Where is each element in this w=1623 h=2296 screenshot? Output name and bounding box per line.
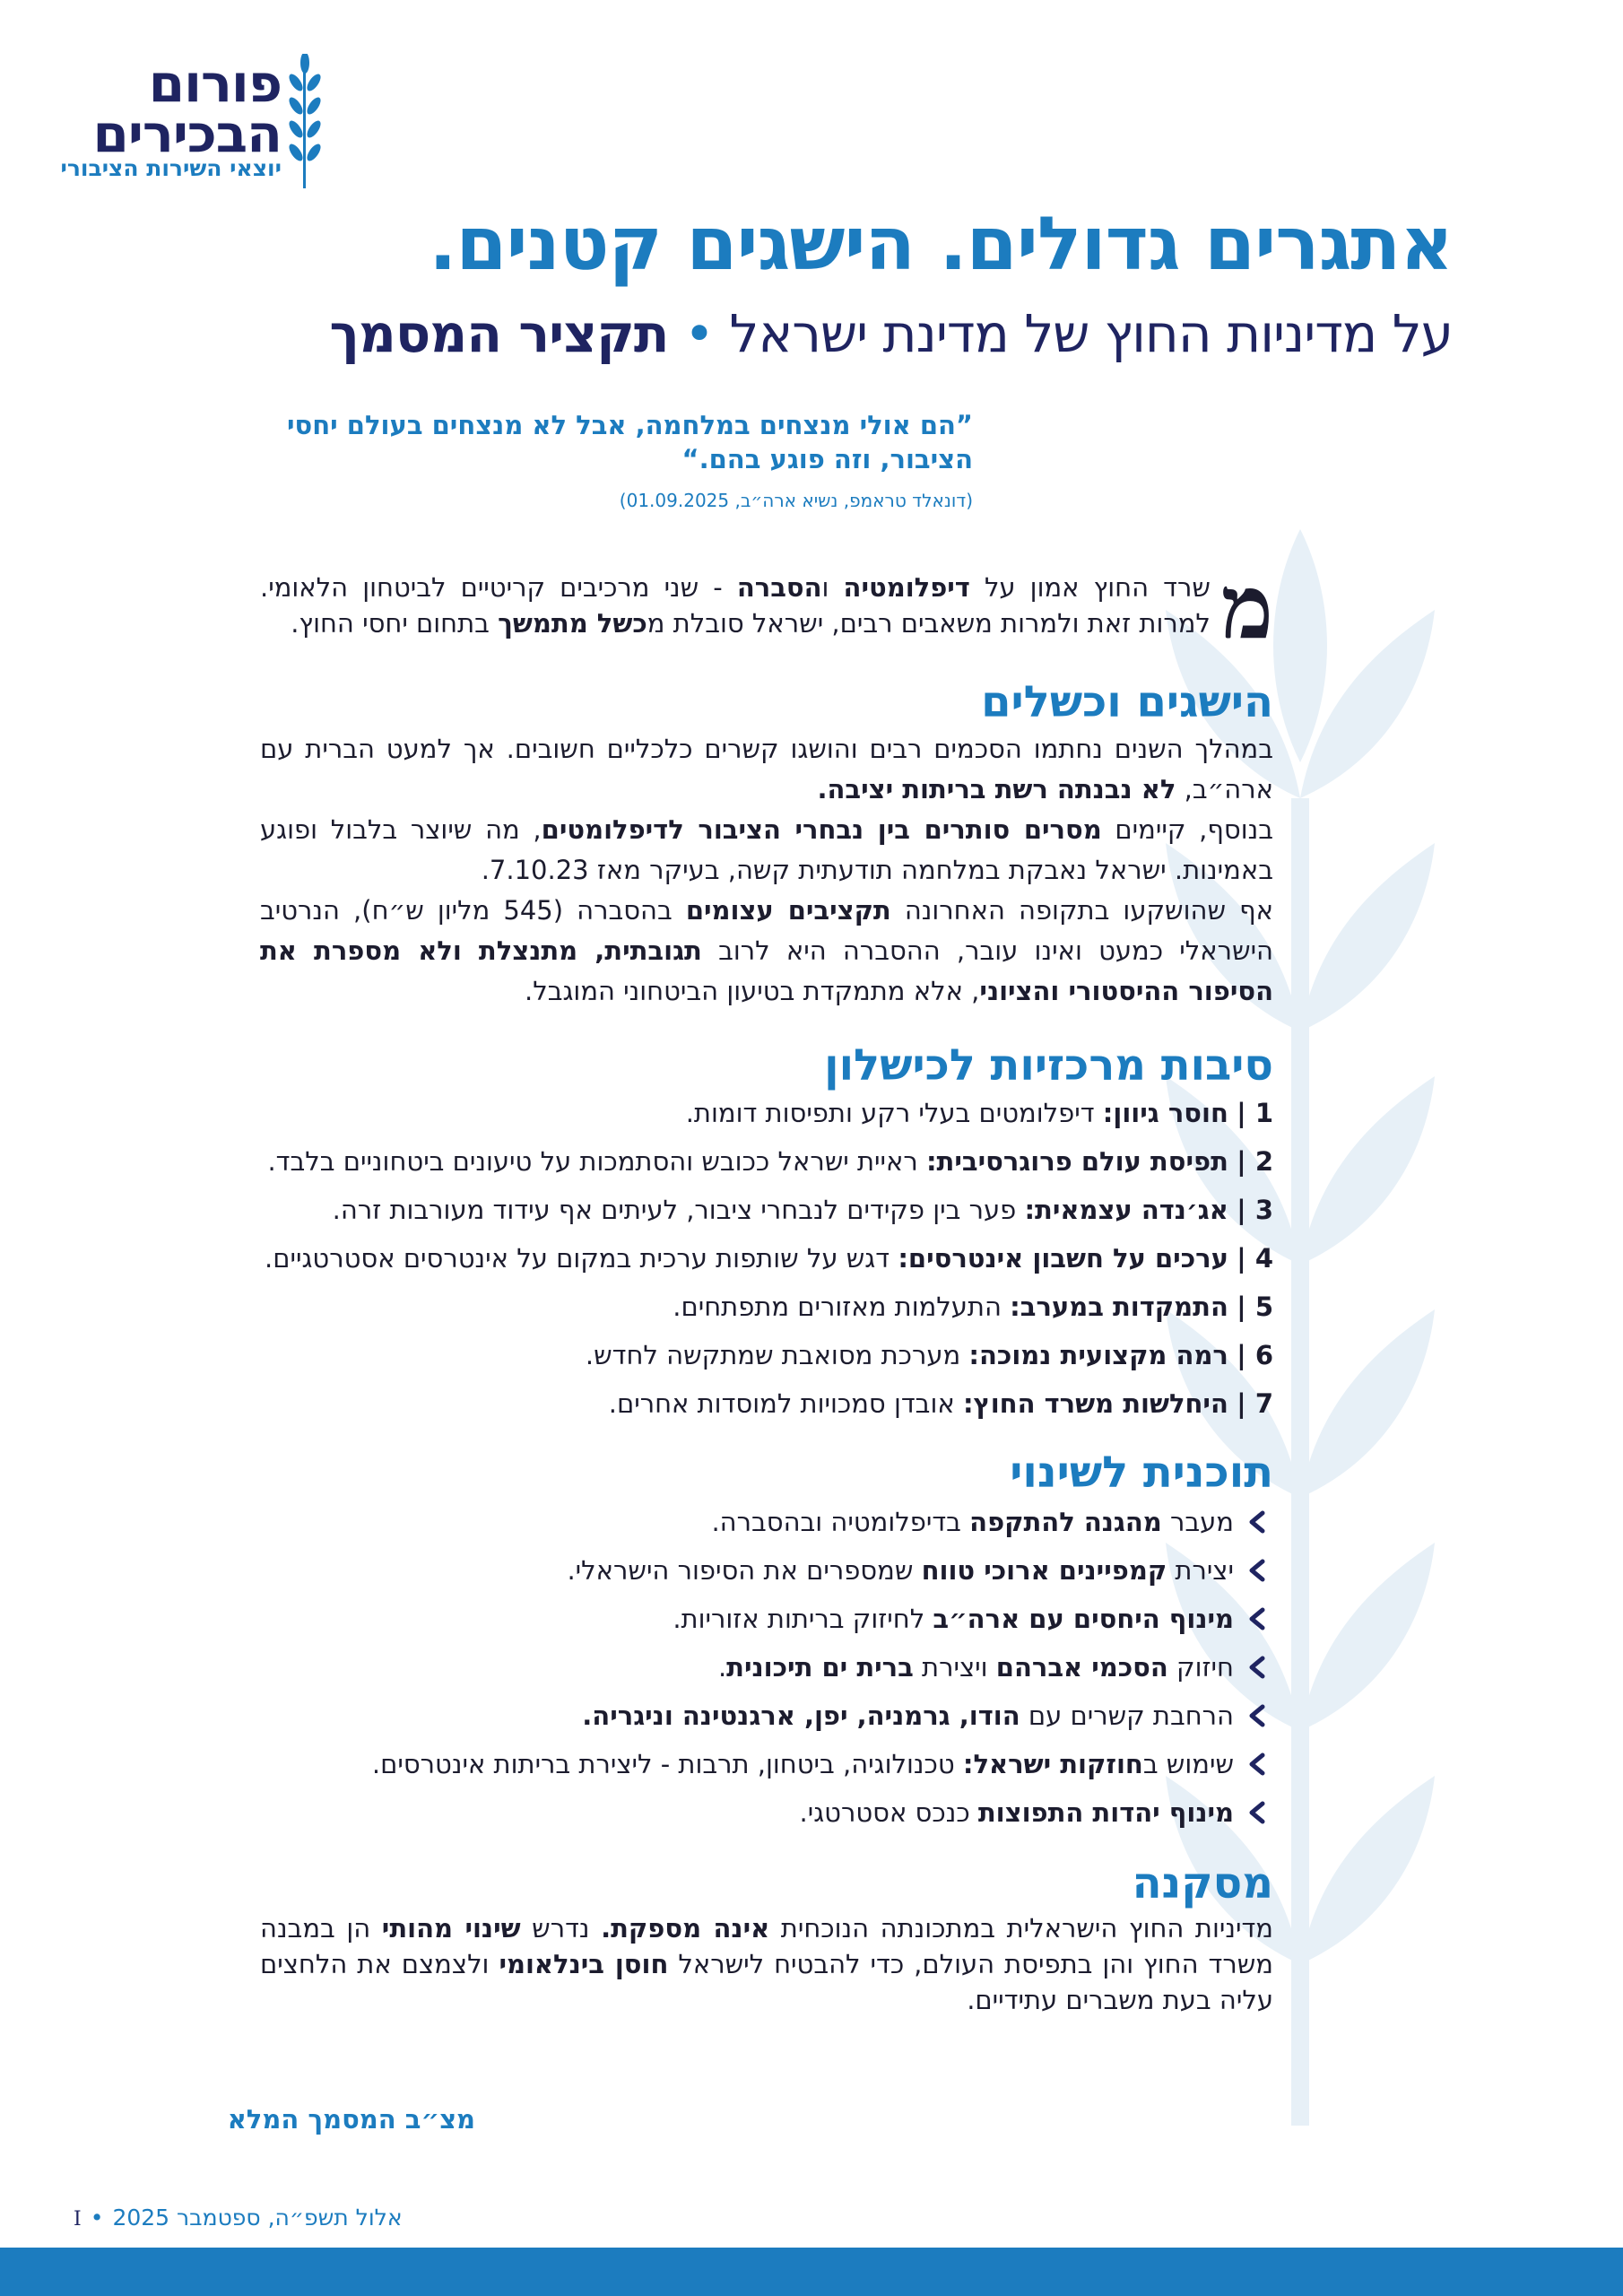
reason-item <box>260 1290 1273 1324</box>
reason-bold: ערכים על חשבון אינטרסים: <box>898 1243 1228 1274</box>
para-bold: תקציבים עצומים <box>685 895 891 926</box>
reason-number: 7 | <box>1237 1388 1273 1419</box>
para-text: אף שהושקעו בתקופה האחרונה <box>890 895 1273 926</box>
intro-bold: דיפלומטיה <box>843 572 970 603</box>
achievements-paragraph-1 <box>260 729 1273 810</box>
logo-line-3: יוצאי השירות הציבורי <box>60 155 282 181</box>
para-text: ולצמצם את הלחצים עליה בעת משברים עתידיים. <box>260 1949 1273 2015</box>
reason-number: 4 | <box>1237 1243 1273 1274</box>
full-document-link[interactable]: מצ״ב המסמך המלא <box>227 2104 475 2135</box>
para-bold: תגובתית, מתנצלת ולא מספרת את הסיפור ההיסטורי והציוני <box>260 935 1273 1006</box>
chevron-left-icon <box>1246 1607 1270 1631</box>
plan-text: יצירת <box>1167 1555 1234 1586</box>
para-bold: חוסן בינלאומי <box>499 1949 669 1979</box>
reason-number: 5 | <box>1237 1292 1273 1322</box>
plan-list <box>260 1505 1273 1830</box>
intro-text: בתחום יחסי החוץ. <box>291 608 499 639</box>
plan-bold: ברית ים תיכונית <box>726 1652 914 1683</box>
reason-bold: היחלשות משרד החוץ: <box>962 1388 1228 1419</box>
para-text: , אלא מתמקדת בטיעון הביטחוני המוגבל. <box>525 976 980 1006</box>
para-bold: שינוי מהותי <box>381 1913 521 1944</box>
chevron-left-icon <box>1246 1559 1270 1582</box>
plan-text: הרחבת קשרים עם <box>1020 1700 1234 1731</box>
quote-text: ”הם אולי מנצחים במלחמה, אבל לא מנצחים בעולם יחסי הציבור, וזה פוגע בהם.“ <box>287 410 973 474</box>
reason-item <box>260 1193 1273 1227</box>
intro-text: ו <box>821 572 844 603</box>
plan-text: . <box>717 1652 727 1683</box>
reason-bold: חוסר גיוון: <box>1102 1098 1228 1128</box>
logo-line-1: פורום <box>148 53 282 114</box>
reason-number: 2 | <box>1237 1146 1273 1177</box>
conclusion-paragraph <box>260 1910 1273 2018</box>
subtitle-bold: תקציר המסמך <box>329 303 669 364</box>
para-bold: מסרים סותרים בין נבחרי הציבור לדיפלומטים <box>541 814 1102 845</box>
footer <box>57 2203 403 2235</box>
drop-cap: מ <box>1220 556 1273 659</box>
intro-bold: הסברה <box>736 572 822 603</box>
para-text: הן במבנה משרד החוץ והן בתפיסת העולם, כדי להבטיח לישראל <box>260 1913 1273 1979</box>
reason-bold: התמקדות במערב: <box>1010 1292 1228 1322</box>
logo <box>60 53 323 188</box>
reason-bold: תפיסת עולם פרוגרסיבית: <box>925 1146 1228 1177</box>
plan-bold: קמפיינים ארוכי טווח <box>921 1555 1167 1586</box>
section-title-reasons: סיבות מרכזיות לכישלון <box>824 1040 1273 1091</box>
reason-text: דיפלומטים בעלי רקע ותפיסות דומות. <box>685 1098 1103 1128</box>
reason-item <box>260 1144 1273 1178</box>
reason-text: פער בין פקידים לנבחרי ציבור, לעיתים אף עידוד מעורבות זרה. <box>332 1195 1025 1225</box>
quote-source: (דונאלד טראמפ, נשיא ארה״ב, 01.09.2025) <box>619 490 973 511</box>
footer-bar <box>0 2248 1623 2296</box>
reason-text: ראיית ישראל ככובש והסתמכות על טיעונים ביטחוניים בלבד. <box>267 1146 926 1177</box>
section-title-plan: תוכנית לשינוי <box>1010 1448 1273 1498</box>
subtitle-dot: • <box>683 303 715 364</box>
reason-text: מערכת מסואבת שמתקשה לחדש. <box>585 1340 969 1370</box>
achievements-paragraph-3 <box>260 891 1273 1012</box>
section-title-conclusion: מסקנה <box>1132 1858 1273 1909</box>
para-bold: לא נבנתה רשת בריתות יציבה. <box>817 774 1176 804</box>
plan-item <box>260 1796 1273 1830</box>
plan-text: לחיזוק בריתות אזוריות. <box>673 1604 933 1634</box>
chevron-left-icon <box>1246 1510 1270 1534</box>
reason-text: דגש על שותפות ערכית במקום על אינטרסים אסטרטגיים. <box>265 1243 898 1274</box>
para-text: מדיניות החוץ הישראלית במתכונתה הנוכחית <box>769 1913 1274 1944</box>
plan-text: כנכס אסטרטגי. <box>799 1797 978 1828</box>
footer-separator: • <box>90 2205 104 2231</box>
plan-bold: מינוף היחסים עם ארה״ב <box>933 1604 1234 1634</box>
intro-paragraph <box>260 556 1273 659</box>
plan-text: חיזוק <box>1167 1652 1234 1683</box>
footer-date: אלול תשפ״ה, ספטמבר 2025 <box>112 2205 403 2231</box>
intro-bold: כשל מתמשך <box>498 608 647 639</box>
reason-item <box>260 1387 1273 1421</box>
plan-item <box>260 1650 1273 1684</box>
plan-text: שימוש ב <box>1142 1749 1234 1779</box>
para-text: בנוסף, קיימים <box>1101 814 1273 845</box>
reason-text: התעלמות מאזורים מתפתחים. <box>673 1292 1011 1322</box>
plan-bold: מינוף יהדות התפוצות <box>977 1797 1234 1828</box>
quote-block <box>229 408 973 514</box>
logo-line-2: הבכירים <box>92 103 282 164</box>
plan-bold: מהגנה להתקפה <box>969 1507 1162 1537</box>
plan-text: ויצירת <box>913 1652 996 1683</box>
main-content <box>260 556 1274 2018</box>
plan-bold: חוזקות ישראל: <box>962 1749 1143 1779</box>
plan-text: טכנולוגיה, ביטחון, תרבות - ליצירת בריתות אינטרסים. <box>371 1749 963 1779</box>
para-bold: אינה מספקת. <box>601 1913 770 1944</box>
plan-item <box>260 1699 1273 1733</box>
reason-bold: רמה מקצועית נמוכה: <box>968 1340 1228 1370</box>
para-text: בהסברה (545 מליון ש״ח), הנרטיב הישראלי כמעט ואינו עובר, ההסברה היא לרוב <box>260 895 1274 966</box>
section-title-achievements: הישגים וכשלים <box>981 677 1273 727</box>
para-text: , מה שיוצר בלבול ופוגע באמינות. ישראל נאבקת במלחמה תודעתית קשה, בעיקר מאז 7.10.23. <box>260 814 1273 885</box>
reason-text: אובדן סמכויות למוסדות אחרים. <box>608 1388 963 1419</box>
chevron-left-icon <box>1246 1752 1270 1776</box>
reason-bold: אג׳נדה עצמאית: <box>1024 1195 1228 1225</box>
intro-text: שרד החוץ אמון על <box>969 572 1211 603</box>
olive-branch-icon <box>287 54 323 188</box>
reason-item <box>260 1338 1273 1372</box>
reasons-list <box>260 1096 1273 1421</box>
plan-text: בדיפלומטיה ובהסברה. <box>711 1507 970 1537</box>
plan-item <box>260 1553 1273 1587</box>
plan-text: מעבר <box>1161 1507 1234 1537</box>
achievements-paragraph-2 <box>260 810 1273 891</box>
plan-bold: הסכמי אברהם <box>995 1652 1168 1683</box>
reason-number: 1 | <box>1237 1098 1273 1128</box>
plan-item <box>260 1747 1273 1781</box>
chevron-left-icon <box>1246 1801 1270 1824</box>
page-number: I <box>74 2208 82 2231</box>
reason-number: 6 | <box>1237 1340 1273 1370</box>
chevron-left-icon <box>1246 1704 1270 1727</box>
plan-text: שמספרים את הסיפור הישראלי. <box>567 1555 922 1586</box>
reason-number: 3 | <box>1237 1195 1273 1225</box>
reason-item <box>260 1241 1273 1275</box>
intro-text: - שני מרכיבים קריטיים לביטחון הלאומי. למרות זאת ולמרות משאבים רבים, ישראל סובלת מ <box>260 572 1211 639</box>
subtitle-text: על מדיניות החוץ של מדינת ישראל <box>729 303 1453 364</box>
reason-item <box>260 1096 1273 1130</box>
page-title: אתגרים גדולים. הישגים קטנים. <box>429 202 1453 287</box>
para-text: נדרש <box>520 1913 602 1944</box>
plan-bold: הודו, גרמניה, יפן, ארגנטינה וניגריה. <box>582 1700 1020 1731</box>
plan-item <box>260 1505 1273 1539</box>
chevron-left-icon <box>1246 1656 1270 1679</box>
para-text: במהלך השנים נחתמו הסכמים רבים והושגו קשרים כלכליים חשובים. אך למעט הברית עם ארה״ב, <box>260 734 1273 804</box>
plan-item <box>260 1602 1273 1636</box>
page-subtitle <box>329 298 1453 370</box>
